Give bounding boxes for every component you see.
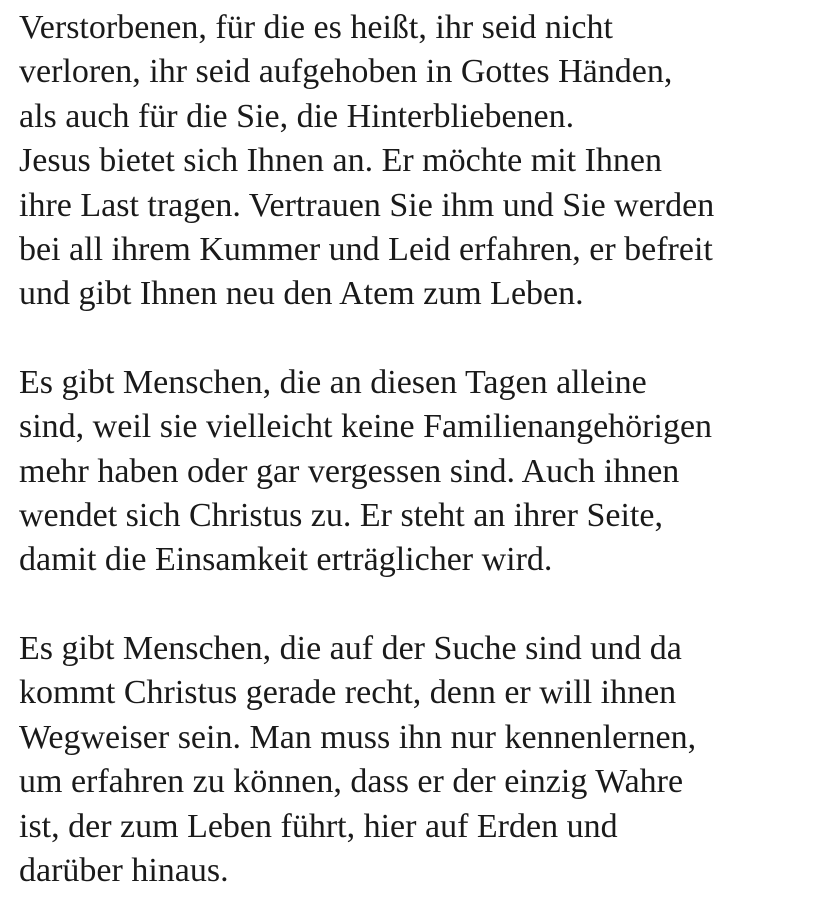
- text-line: kommt Christus gerade recht, denn er will ihnen: [19, 674, 677, 712]
- text-line: ist, der zum Leben führt, hier auf Erden und: [19, 807, 618, 845]
- text-line: und gibt Ihnen neu den Atem zum Leben.: [19, 275, 584, 313]
- text-line: bei all ihrem Kummer und Leid erfahren, er befreit: [19, 231, 713, 269]
- text-line: mehr haben oder gar vergessen sind. Auch ihnen: [19, 452, 680, 490]
- text-line: verloren, ihr seid aufgehoben in Gottes Händen,: [19, 53, 673, 91]
- text-line: damit die Einsamkeit erträglicher wird.: [19, 541, 553, 579]
- text-line: Jesus bietet sich Ihnen an. Er möchte mit Ihnen: [19, 142, 662, 180]
- text-line: als auch für die Sie, die Hinterbliebenen.: [19, 97, 575, 135]
- paragraph-1: [19, 6, 829, 317]
- paragraph-3: [19, 627, 829, 893]
- text-line: um erfahren zu können, dass er der einzig Wahre: [19, 763, 684, 801]
- text-line: Es gibt Menschen, die auf der Suche sind und da: [19, 629, 682, 667]
- text-line: darüber hinaus.: [19, 851, 229, 889]
- text-line: Es gibt Menschen, die an diesen Tagen alleine: [19, 363, 647, 401]
- text-line: wendet sich Christus zu. Er steht an ihrer Seite,: [19, 497, 663, 535]
- paragraph-2: [19, 361, 829, 583]
- document-page: [19, 6, 829, 893]
- text-line: ihre Last tragen. Vertrauen Sie ihm und Sie werden: [19, 186, 715, 224]
- text-line: sind, weil sie vielleicht keine Familienangehörigen: [19, 408, 713, 446]
- text-line: Verstorbenen, für die es heißt, ihr seid nicht: [19, 9, 613, 46]
- text-line: Wegweiser sein. Man muss ihn nur kennenlernen,: [19, 718, 697, 756]
